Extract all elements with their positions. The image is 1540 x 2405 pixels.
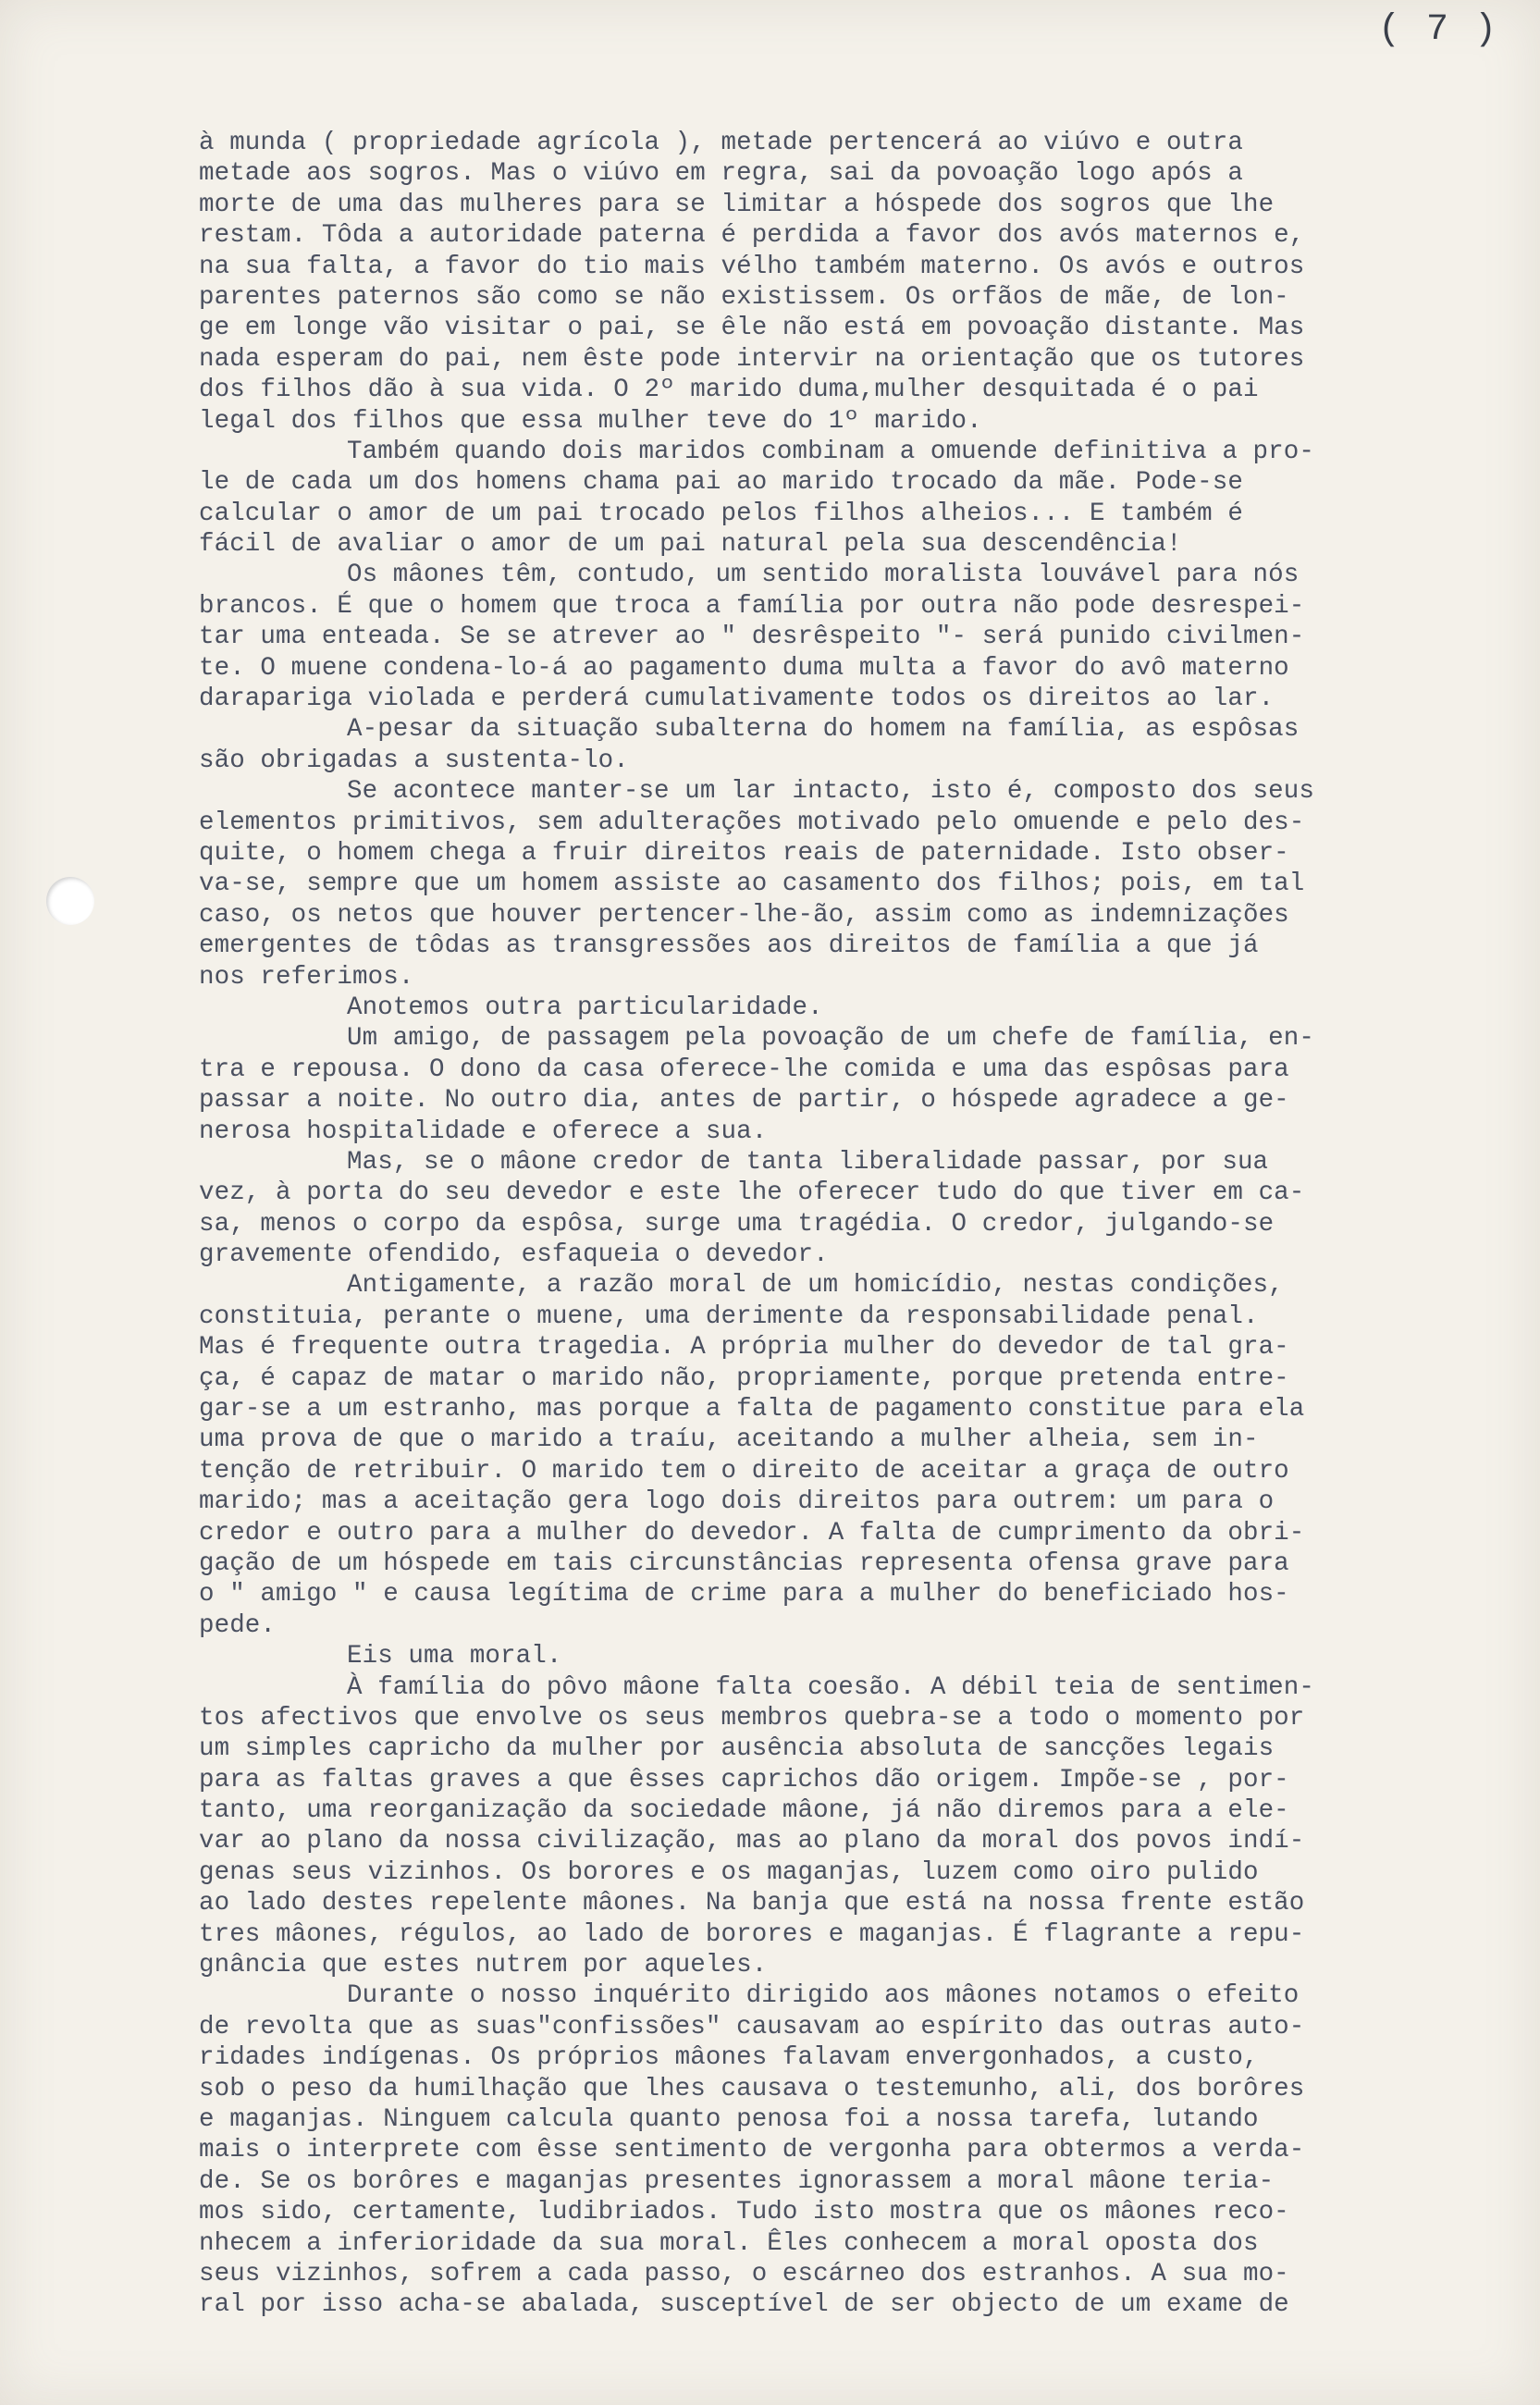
text-line: e maganjas. Ninguem calcula quanto penosa foi a nossa tarefa, lutando (199, 2105, 1259, 2134)
text-line: Antigamente, a razão moral de um homicídio, nestas condições, (347, 1271, 1284, 1301)
text-line: legal dos filhos que essa mulher teve do 1º marido. (199, 406, 982, 436)
text-line: ral por isso acha-se abalada, susceptível de ser objecto de um exame de (199, 2290, 1289, 2320)
text-line: pede. (199, 1610, 277, 1640)
text-line: mais o interprete com êsse sentimento de vergonha para obtermos a verda- (199, 2136, 1305, 2165)
text-line: Durante o nosso inquérito dirigido aos mâones notamos o efeito (347, 1981, 1300, 2011)
text-line: de revolta que as suas"confissões" causavam ao espírito das outras auto- (199, 2012, 1305, 2041)
text-line: Também quando dois maridos combinam a omuende definitiva a pro- (347, 437, 1314, 466)
text-line: constituia, perante o muene, uma derimente da responsabilidade penal. (199, 1301, 1259, 1331)
text-line: nerosa hospitalidade e oferece a sua. (199, 1116, 768, 1146)
text-line: ge em longe vão visitar o pai, se êle não está em povoação distante. Mas (199, 314, 1305, 343)
text-line: Um amigo, de passagem pela povoação de um chefe de família, en- (347, 1024, 1314, 1054)
text-line: tres mâones, régulos, ao lado de borores e maganjas. É flagrante a repu- (199, 1919, 1305, 1949)
text-line: nada esperam do pai, nem êste pode intervir na orientação que os tutores (199, 344, 1305, 374)
text-line: tar uma enteada. Se se atrever ao " desrêspeito "- será punido civilmen- (199, 623, 1305, 652)
text-line: gravemente ofendido, esfaqueia o devedor. (199, 1240, 829, 1270)
text-line: Os mâones têm, contudo, um sentido moralista louvável para nós (347, 561, 1300, 590)
text-line: mos sido, certamente, ludibriados. Tudo isto mostra que os mâones reco- (199, 2198, 1289, 2227)
text-line: caso, os netos que houver pertencer-lhe-ão, assim como as indemnizações (199, 900, 1289, 930)
text-line: morte de uma das mulheres para se limitar a hóspede dos sogros que lhe (199, 190, 1275, 219)
text-line: var ao plano da nossa civilização, mas ao plano da moral dos povos indí- (199, 1827, 1305, 1856)
text-line: A-pesar da situação subalterna do homem na família, as espôsas (347, 715, 1300, 745)
text-line: seus vizinhos, sofrem a cada passo, o escárneo dos estranhos. A sua mo- (199, 2259, 1289, 2288)
text-line: quite, o homem chega a fruir direitos reais de paternidade. Isto obser- (199, 838, 1289, 868)
text-line: marido; mas a aceitação gera logo dois direitos para outrem: um para o (199, 1487, 1275, 1517)
text-line: tos afectivos que envolve os seus membros quebra-se a todo o momento por (199, 1703, 1305, 1733)
text-line: brancos. É que o homem que troca a família por outra não pode desrespei- (199, 591, 1305, 621)
page-number: ( 7 ) (1377, 9, 1498, 51)
text-line: sob o peso da humilhação que lhes causava o testemunho, ali, dos borôres (199, 2074, 1305, 2103)
text-line: à munda ( propriedade agrícola ), metade pertencerá ao viúvo e outra (199, 129, 1243, 157)
text-line: metade aos sogros. Mas o viúvo em regra, sai da povoação logo após a (199, 159, 1243, 189)
text-line: calcular o amor de um pai trocado pelos filhos alheios... E também é (199, 499, 1243, 528)
text-line: tanto, uma reorganização da sociedade mâone, já não diremos para a ele- (199, 1796, 1289, 1826)
text-line: Anotemos outra particularidade. (347, 993, 823, 1022)
text-line: parentes paternos são como se não existissem. Os orfãos de mãe, de lon- (199, 282, 1289, 312)
text-line: para as faltas graves a que êsses caprichos dão origem. Impõe-se , por- (199, 1765, 1289, 1794)
text-line: tra e repousa. O dono da casa oferece-lhe comida e uma das espôsas para (199, 1054, 1289, 1084)
text-line: va-se, sempre que um homem assiste ao casamento dos filhos; pois, em tal (199, 870, 1305, 899)
text-line: emergentes de tôdas as transgressões aos direitos de família a que já (199, 931, 1259, 961)
text-line: nos referimos. (199, 962, 414, 992)
text-line: te. O muene condena-lo-á ao pagamento duma multa a favor do avô materno (199, 653, 1289, 683)
text-line: na sua falta, a favor do tio mais vélho também materno. Os avós e outros (199, 252, 1305, 281)
text-line: vez, à porta do seu devedor e este lhe oferecer tudo do que tiver em ca- (199, 1178, 1305, 1208)
text-line: dos filhos dão à sua vida. O 2º marido duma,mulher desquitada é o pai (199, 376, 1259, 405)
typewritten-body (199, 128, 1531, 2321)
text-line: são obrigadas a sustenta-lo. (199, 746, 629, 775)
text-line: o " amigo " e causa legítima de crime para a mulher do beneficiado hos- (199, 1580, 1289, 1610)
text-line: Mas é frequente outra tragedia. A própria mulher do devedor de tal gra- (199, 1333, 1289, 1363)
text-line: le de cada um dos homens chama pai ao marido trocado da mãe. Pode-se (199, 468, 1243, 498)
text-line: nhecem a inferioridade da sua moral. Êles conhecem a moral oposta dos (199, 2228, 1259, 2258)
text-line: uma prova de que o marido a traíu, aceitando a mulher alheia, sem in- (199, 1425, 1259, 1455)
text-line: ridades indígenas. Os próprios mâones falavam envergonhados, a custo, (199, 2043, 1259, 2073)
text-line: darapariga violada e perderá cumulativamente todos os direitos ao lar. (199, 684, 1275, 714)
text-line: gar-se a um estranho, mas porque a falta de pagamento constitue para ela (199, 1395, 1305, 1424)
text-line: de. Se os borôres e maganjas presentes ignorassem a moral mâone teria- (199, 2166, 1275, 2196)
text-line: gação de um hóspede em tais circunstâncias representa ofensa grave para (199, 1548, 1289, 1578)
text-line: Se acontece manter-se um lar intacto, isto é, composto dos seus (347, 777, 1314, 807)
text-line: gnância que estes nutrem por aqueles. (199, 1951, 768, 1980)
text-line: ao lado destes repelente mâones. Na banja que está na nossa frente estão (199, 1889, 1305, 1918)
punch-hole (46, 877, 94, 925)
text-line: tenção de retribuir. O marido tem o direito de aceitar a graça de outro (199, 1456, 1289, 1486)
text-line: sa, menos o corpo da espôsa, surge uma tragédia. O credor, julgando-se (199, 1209, 1275, 1239)
text-line: passar a noite. No outro dia, antes de partir, o hóspede agradece a ge- (199, 1086, 1289, 1116)
text-line: restam. Tôda a autoridade paterna é perdida a favor dos avós maternos e, (199, 221, 1305, 251)
text-line: credor e outro para a mulher do devedor. A falta de cumprimento da obri- (199, 1518, 1305, 1548)
text-line: Mas, se o mâone credor de tanta liberalidade passar, por sua (347, 1147, 1269, 1177)
text-line: genas seus vizinhos. Os borores e os maganjas, luzem como oiro pulido (199, 1857, 1259, 1887)
text-line: Eis uma moral. (347, 1642, 562, 1671)
text-line: fácil de avaliar o amor de um pai natural pela sua descendência! (199, 530, 1182, 560)
text-line: um simples capricho da mulher por ausência absoluta de sancções legais (199, 1734, 1275, 1764)
text-line: elementos primitivos, sem adulterações motivado pelo omuende e pelo des- (199, 808, 1305, 837)
text-line: ça, é capaz de matar o marido não, propriamente, porque pretenda entre- (199, 1363, 1289, 1393)
text-line: À família do pôvo mâone falta coesão. A débil teia de sentimen- (347, 1672, 1314, 1702)
